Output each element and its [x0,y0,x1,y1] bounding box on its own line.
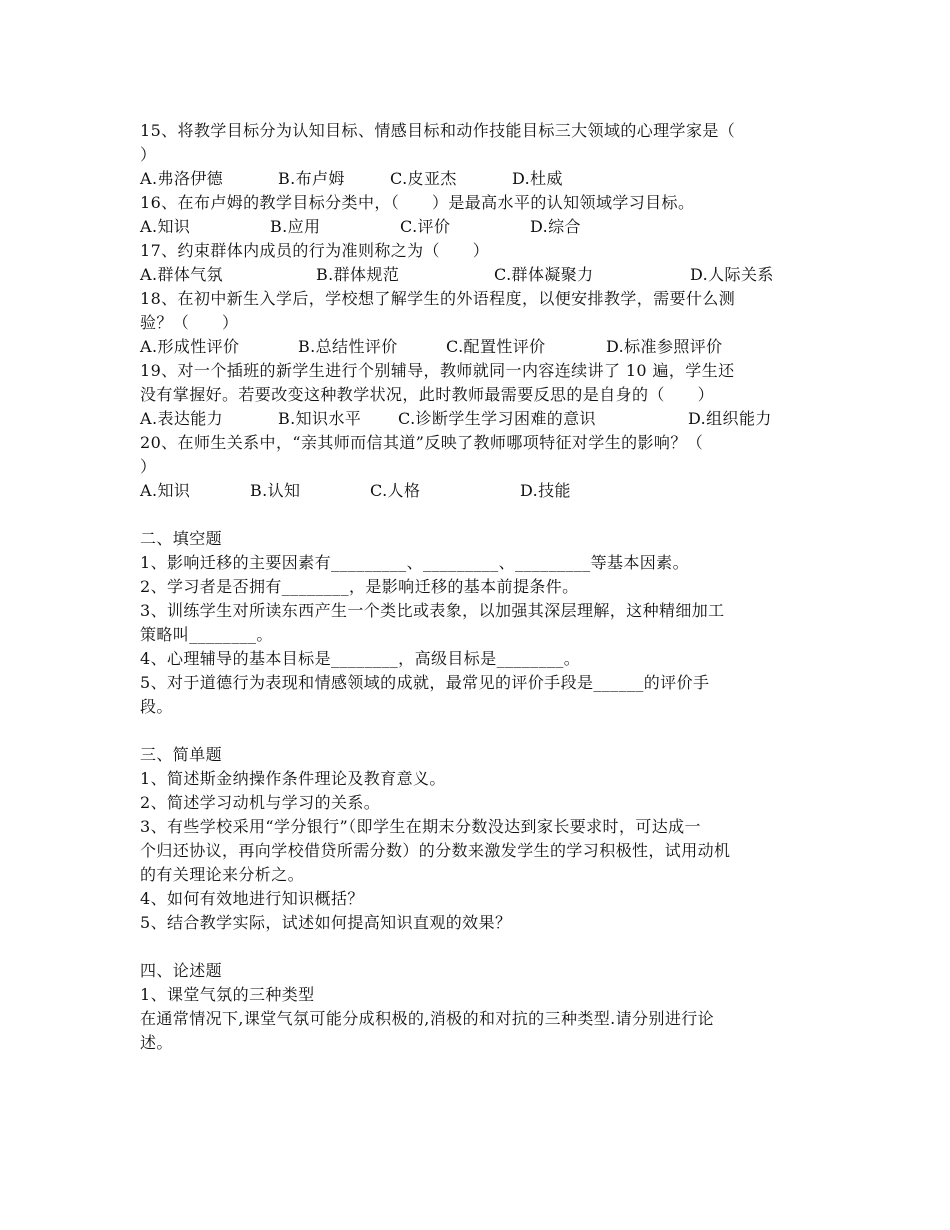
fill-item-5: 5、对于道德行为表现和情感领域的成就，最常见的评价手段是______的评价手 [140,673,710,692]
q18-tail: 验？（ ） [140,313,239,332]
q17-option-d: D.人际关系 [690,265,774,284]
fill-item-3-cont: 策略叫________。 [140,625,273,644]
q18-option-b: B.总结性评价 [298,337,398,356]
short-item-3-cont-1: 个归还协议，再向学校借贷所需分数）的分数来激发学生的学习积极性，试用动机 [140,841,731,860]
short-item-4: 4、如何有效地进行知识概括？ [140,889,364,908]
q18-stem: 18、在初中新生入学后，学校想了解学生的外语程度，以便安排教学，需要什么测 [140,289,736,308]
q20-stem: 20、在师生关系中，“亲其师而信其道”反映了教师哪项特征对学生的影响？（ [140,433,704,452]
q18-option-a: A.形成性评价 [140,337,240,356]
q18-option-d: D.标准参照评价 [606,337,723,356]
q17-option-c: C.群体凝聚力 [494,265,594,284]
q15-option-a: A.弗洛伊德 [140,169,224,188]
q16-stem: 16、在布卢姆的教学目标分类中，（ ）是最高水平的认知领域学习目标。 [140,193,695,212]
q19-option-c: C.诊断学生学习困难的意识 [398,409,596,428]
q16-option-d: D.综合 [530,217,581,236]
q15-option-b: B.布卢姆 [278,169,345,188]
document-content [140,119,812,1055]
q19-option-b: B.知识水平 [278,409,362,428]
q15-option-d: D.杜威 [512,169,563,188]
short-item-1: 1、简述斯金纳操作条件理论及教育意义。 [140,769,446,788]
q20-options [140,479,812,503]
q20-tail: ） [140,457,157,476]
q15-option-c: C.皮亚杰 [390,169,457,188]
q20-option-b: B.认知 [250,481,301,500]
q20-option-c: C.人格 [370,481,421,500]
short-section-title: 三、简单题 [140,745,223,764]
q17-option-a: A.群体气氛 [140,265,224,284]
q19-option-a: A.表达能力 [140,409,224,428]
essay-section-title: 四、论述题 [140,961,223,980]
q19-tail: 没有掌握好。若要改变这种教学状况，此时教师最需要反思的是自身的（ ） [140,385,715,404]
essay-item-1-body: 在通常情况下,课堂气氛可能分成积极的,消极的和对抗的三种类型.请分别进行论 [140,1009,715,1028]
q20-option-d: D.技能 [520,481,571,500]
q16-option-b: B.应用 [270,217,321,236]
short-item-2: 2、简述学习动机与学习的关系。 [140,793,381,812]
short-item-3: 3、有些学校采用“学分银行”（即学生在期末分数没达到家长要求时，可达成一 [140,817,701,836]
short-item-5: 5、结合教学实际，试述如何提高知识直观的效果？ [140,913,512,932]
q19-option-d: D.组织能力 [688,409,772,428]
q15-tail: ） [140,145,157,164]
q15-options [140,167,812,191]
spacer [140,503,812,527]
q16-options [140,215,812,239]
q16-option-a: A.知识 [140,217,191,236]
fill-section-title: 二、填空题 [140,529,223,548]
fill-item-4: 4、心理辅导的基本目标是________，高级目标是________。 [140,649,581,668]
spacer [140,935,812,959]
essay-item-1: 1、课堂气氛的三种类型 [140,985,315,1004]
q20-option-a: A.知识 [140,481,191,500]
fill-item-2: 2、学习者是否拥有________，是影响迁移的基本前提条件。 [140,577,579,596]
spacer [140,719,812,743]
q15-stem: 15、将教学目标分为认知目标、情感目标和动作技能目标三大领域的心理学家是（ [140,121,736,140]
fill-item-5-cont: 段。 [140,697,173,716]
q18-option-c: C.配置性评价 [446,337,546,356]
q18-options [140,335,812,359]
q19-stem: 19、对一个插班的新学生进行个别辅导，教师就同一内容连续讲了 10 遍，学生还 [140,361,735,380]
q17-stem: 17、约束群体内成员的行为准则称之为（ ） [140,241,490,260]
q19-options [140,407,812,431]
fill-item-3: 3、训练学生对所读东西产生一个类比或表象，以加强其深层理解，这种精细加工 [140,601,725,620]
fill-item-1: 1、影响迁移的主要因素有_________、_________、_________等基本因素。 [140,553,689,572]
q17-option-b: B.群体规范 [316,265,400,284]
q17-options [140,263,812,287]
q16-option-c: C.评价 [400,217,451,236]
essay-item-1-body-cont: 述。 [140,1033,173,1052]
short-item-3-cont-2: 的有关理论来分析之。 [140,865,305,884]
